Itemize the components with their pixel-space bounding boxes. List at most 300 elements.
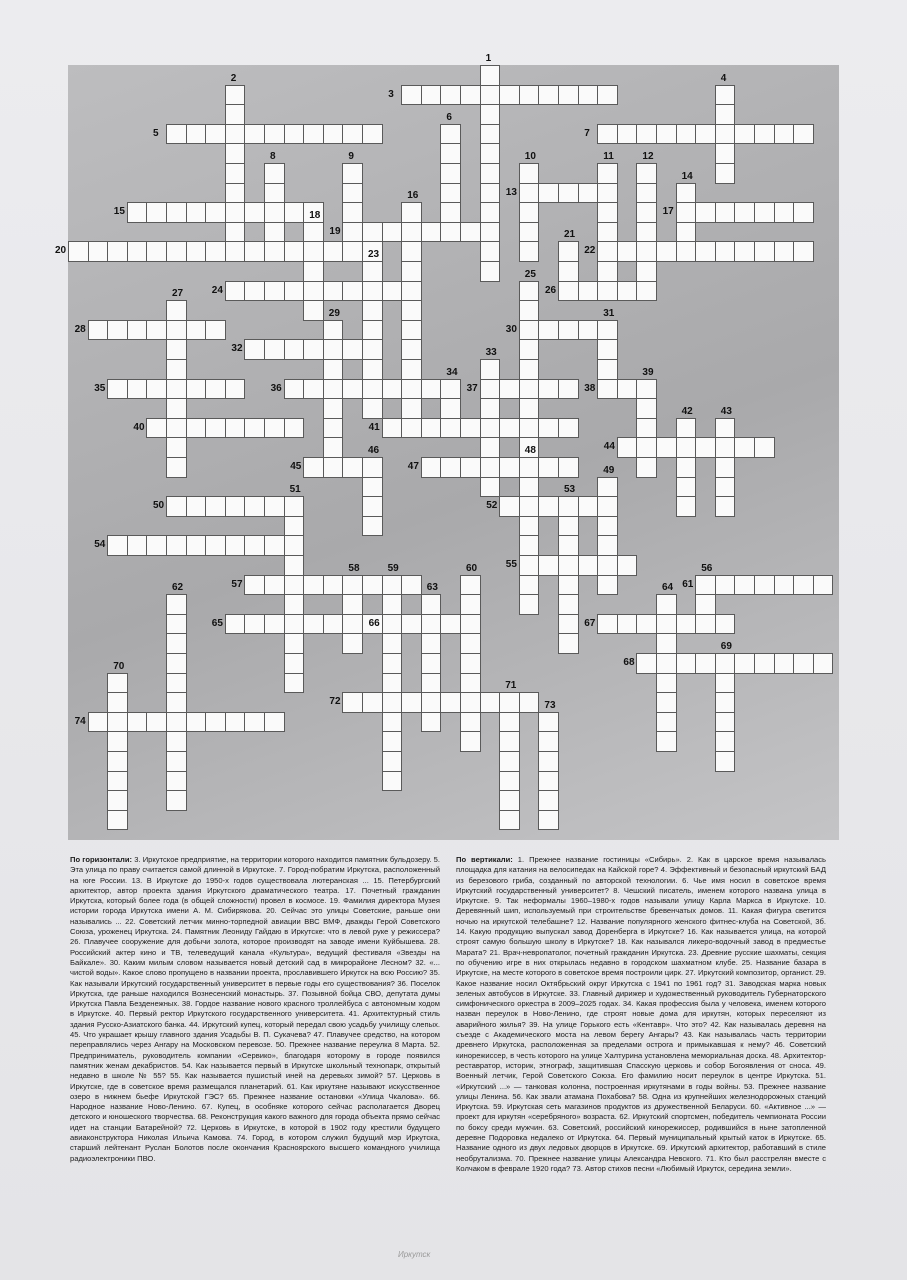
grid-cell[interactable] [225, 124, 246, 145]
grid-cell[interactable] [264, 241, 285, 262]
grid-cell[interactable] [558, 281, 579, 302]
grid-cell[interactable] [107, 810, 128, 831]
grid-cell[interactable] [382, 771, 403, 792]
grid-cell[interactable] [225, 104, 246, 125]
grid-cell[interactable] [186, 124, 207, 145]
grid-cell[interactable] [754, 124, 775, 145]
grid-cell[interactable] [460, 457, 481, 478]
grid-cell[interactable] [519, 555, 540, 576]
grid-cell[interactable] [538, 751, 559, 772]
grid-cell[interactable] [597, 124, 618, 145]
grid-cell[interactable] [205, 202, 226, 223]
grid-cell[interactable] [284, 575, 305, 596]
grid-cell[interactable] [715, 202, 736, 223]
grid-cell[interactable] [244, 535, 265, 556]
grid-cell[interactable] [676, 653, 697, 674]
grid-cell[interactable] [440, 379, 461, 400]
grid-cell[interactable] [342, 202, 363, 223]
grid-cell[interactable] [166, 673, 187, 694]
grid-cell[interactable] [421, 633, 442, 654]
grid-cell[interactable] [284, 339, 305, 360]
grid-cell[interactable] [323, 575, 344, 596]
grid-cell[interactable] [558, 379, 579, 400]
grid-cell[interactable] [499, 771, 520, 792]
grid-cell[interactable] [480, 477, 501, 498]
grid-cell[interactable] [499, 712, 520, 733]
grid-cell[interactable] [578, 281, 599, 302]
grid-cell[interactable] [107, 241, 128, 262]
grid-cell[interactable] [460, 594, 481, 615]
grid-cell[interactable] [715, 163, 736, 184]
grid-cell[interactable] [225, 418, 246, 439]
grid-cell[interactable] [323, 437, 344, 458]
grid-cell[interactable] [793, 653, 814, 674]
grid-cell[interactable] [734, 241, 755, 262]
grid-cell[interactable] [754, 437, 775, 458]
grid-cell[interactable] [597, 614, 618, 635]
grid-cell[interactable] [421, 673, 442, 694]
grid-cell[interactable] [244, 339, 265, 360]
grid-cell[interactable] [578, 496, 599, 517]
grid-cell[interactable] [558, 575, 579, 596]
grid-cell[interactable] [695, 575, 716, 596]
grid-cell[interactable] [166, 614, 187, 635]
grid-cell[interactable] [166, 300, 187, 321]
grid-cell[interactable] [636, 398, 657, 419]
grid-cell[interactable] [734, 653, 755, 674]
grid-cell[interactable] [636, 379, 657, 400]
grid-cell[interactable] [558, 418, 579, 439]
grid-cell[interactable] [519, 692, 540, 713]
grid-cell[interactable] [519, 359, 540, 380]
grid-cell[interactable] [617, 437, 638, 458]
grid-cell[interactable] [480, 163, 501, 184]
grid-cell[interactable] [676, 437, 697, 458]
grid-cell[interactable] [205, 379, 226, 400]
grid-cell[interactable] [499, 85, 520, 106]
grid-cell[interactable] [323, 339, 344, 360]
grid-cell[interactable] [558, 261, 579, 282]
grid-cell[interactable] [166, 653, 187, 674]
grid-cell[interactable] [676, 222, 697, 243]
grid-cell[interactable] [754, 241, 775, 262]
grid-cell[interactable] [715, 496, 736, 517]
grid-cell[interactable] [303, 457, 324, 478]
grid-cell[interactable] [519, 575, 540, 596]
grid-cell[interactable] [597, 202, 618, 223]
grid-cell[interactable] [538, 320, 559, 341]
grid-cell[interactable] [558, 320, 579, 341]
grid-cell[interactable] [597, 516, 618, 537]
grid-cell[interactable] [382, 281, 403, 302]
grid-cell[interactable] [480, 183, 501, 204]
grid-cell[interactable] [362, 457, 383, 478]
grid-cell[interactable] [421, 222, 442, 243]
grid-cell[interactable] [323, 281, 344, 302]
grid-cell[interactable] [362, 339, 383, 360]
grid-cell[interactable] [401, 241, 422, 262]
grid-cell[interactable] [225, 143, 246, 164]
grid-cell[interactable] [323, 614, 344, 635]
grid-cell[interactable] [401, 85, 422, 106]
grid-cell[interactable] [538, 731, 559, 752]
grid-cell[interactable] [440, 418, 461, 439]
grid-cell[interactable] [362, 516, 383, 537]
grid-cell[interactable] [538, 790, 559, 811]
grid-cell[interactable] [342, 163, 363, 184]
grid-cell[interactable] [480, 124, 501, 145]
grid-cell[interactable] [676, 496, 697, 517]
grid-cell[interactable] [166, 535, 187, 556]
grid-cell[interactable] [88, 320, 109, 341]
grid-cell[interactable] [401, 418, 422, 439]
grid-cell[interactable] [166, 790, 187, 811]
grid-cell[interactable] [499, 692, 520, 713]
grid-cell[interactable] [186, 202, 207, 223]
grid-cell[interactable] [225, 379, 246, 400]
grid-cell[interactable] [166, 379, 187, 400]
grid-cell[interactable] [382, 379, 403, 400]
grid-cell[interactable] [460, 575, 481, 596]
grid-cell[interactable] [499, 751, 520, 772]
grid-cell[interactable] [225, 496, 246, 517]
grid-cell[interactable] [362, 575, 383, 596]
grid-cell[interactable] [382, 692, 403, 713]
grid-cell[interactable] [715, 653, 736, 674]
grid-cell[interactable] [499, 731, 520, 752]
grid-cell[interactable] [244, 496, 265, 517]
grid-cell[interactable] [225, 614, 246, 635]
grid-cell[interactable] [264, 575, 285, 596]
grid-cell[interactable] [166, 771, 187, 792]
grid-cell[interactable] [342, 575, 363, 596]
grid-cell[interactable] [401, 692, 422, 713]
grid-cell[interactable] [480, 241, 501, 262]
grid-cell[interactable] [656, 653, 677, 674]
grid-cell[interactable] [421, 614, 442, 635]
grid-cell[interactable] [519, 496, 540, 517]
grid-cell[interactable] [656, 241, 677, 262]
grid-cell[interactable] [617, 241, 638, 262]
grid-cell[interactable] [284, 241, 305, 262]
grid-cell[interactable] [460, 85, 481, 106]
grid-cell[interactable] [166, 731, 187, 752]
grid-cell[interactable] [225, 535, 246, 556]
grid-cell[interactable] [636, 183, 657, 204]
grid-cell[interactable] [186, 712, 207, 733]
grid-cell[interactable] [303, 300, 324, 321]
grid-cell[interactable] [146, 535, 167, 556]
grid-cell[interactable] [166, 437, 187, 458]
grid-cell[interactable] [362, 222, 383, 243]
grid-cell[interactable] [284, 281, 305, 302]
grid-cell[interactable] [421, 594, 442, 615]
grid-cell[interactable] [617, 614, 638, 635]
grid-cell[interactable] [107, 673, 128, 694]
grid-cell[interactable] [617, 281, 638, 302]
grid-cell[interactable] [362, 477, 383, 498]
grid-cell[interactable] [146, 418, 167, 439]
grid-cell[interactable] [362, 320, 383, 341]
grid-cell[interactable] [264, 124, 285, 145]
grid-cell[interactable] [558, 614, 579, 635]
grid-cell[interactable] [715, 477, 736, 498]
grid-cell[interactable] [323, 320, 344, 341]
grid-cell[interactable] [480, 398, 501, 419]
grid-cell[interactable] [636, 241, 657, 262]
grid-cell[interactable] [284, 379, 305, 400]
grid-cell[interactable] [284, 418, 305, 439]
grid-cell[interactable] [656, 633, 677, 654]
grid-cell[interactable] [382, 418, 403, 439]
grid-cell[interactable] [284, 614, 305, 635]
grid-cell[interactable] [519, 163, 540, 184]
grid-cell[interactable] [578, 320, 599, 341]
grid-cell[interactable] [186, 496, 207, 517]
grid-cell[interactable] [146, 379, 167, 400]
grid-cell[interactable] [656, 692, 677, 713]
grid-cell[interactable] [440, 614, 461, 635]
grid-cell[interactable] [323, 124, 344, 145]
grid-cell[interactable] [225, 202, 246, 223]
grid-cell[interactable] [166, 124, 187, 145]
grid-cell[interactable] [401, 300, 422, 321]
grid-cell[interactable] [186, 535, 207, 556]
grid-cell[interactable] [107, 790, 128, 811]
grid-cell[interactable] [264, 496, 285, 517]
grid-cell[interactable] [342, 183, 363, 204]
grid-cell[interactable] [284, 202, 305, 223]
grid-cell[interactable] [186, 418, 207, 439]
grid-cell[interactable] [480, 359, 501, 380]
grid-cell[interactable] [636, 418, 657, 439]
grid-cell[interactable] [656, 731, 677, 752]
grid-cell[interactable] [519, 202, 540, 223]
grid-cell[interactable] [715, 457, 736, 478]
grid-cell[interactable] [382, 653, 403, 674]
grid-cell[interactable] [460, 692, 481, 713]
grid-cell[interactable] [636, 614, 657, 635]
grid-cell[interactable] [401, 202, 422, 223]
grid-cell[interactable] [225, 241, 246, 262]
grid-cell[interactable] [362, 300, 383, 321]
grid-cell[interactable] [499, 810, 520, 831]
grid-cell[interactable] [401, 261, 422, 282]
grid-cell[interactable] [88, 241, 109, 262]
grid-cell[interactable] [695, 241, 716, 262]
grid-cell[interactable] [205, 535, 226, 556]
grid-cell[interactable] [303, 222, 324, 243]
grid-cell[interactable] [205, 712, 226, 733]
grid-cell[interactable] [597, 222, 618, 243]
grid-cell[interactable] [401, 320, 422, 341]
grid-cell[interactable] [107, 535, 128, 556]
grid-cell[interactable] [597, 359, 618, 380]
grid-cell[interactable] [519, 477, 540, 498]
grid-cell[interactable] [695, 437, 716, 458]
grid-cell[interactable] [519, 339, 540, 360]
grid-cell[interactable] [225, 222, 246, 243]
grid-cell[interactable] [166, 751, 187, 772]
grid-cell[interactable] [146, 712, 167, 733]
grid-cell[interactable] [303, 379, 324, 400]
grid-cell[interactable] [480, 85, 501, 106]
grid-cell[interactable] [597, 575, 618, 596]
grid-cell[interactable] [460, 673, 481, 694]
grid-cell[interactable] [734, 575, 755, 596]
grid-cell[interactable] [342, 633, 363, 654]
grid-cell[interactable] [244, 418, 265, 439]
grid-cell[interactable] [382, 614, 403, 635]
grid-cell[interactable] [597, 163, 618, 184]
grid-cell[interactable] [107, 692, 128, 713]
grid-cell[interactable] [499, 379, 520, 400]
grid-cell[interactable] [460, 731, 481, 752]
grid-cell[interactable] [676, 418, 697, 439]
grid-cell[interactable] [440, 183, 461, 204]
grid-cell[interactable] [342, 241, 363, 262]
grid-cell[interactable] [421, 712, 442, 733]
grid-cell[interactable] [519, 418, 540, 439]
grid-cell[interactable] [323, 379, 344, 400]
grid-cell[interactable] [166, 633, 187, 654]
grid-cell[interactable] [440, 124, 461, 145]
grid-cell[interactable] [519, 85, 540, 106]
grid-cell[interactable] [480, 692, 501, 713]
grid-cell[interactable] [244, 575, 265, 596]
grid-cell[interactable] [146, 202, 167, 223]
grid-cell[interactable] [460, 653, 481, 674]
grid-cell[interactable] [519, 300, 540, 321]
grid-cell[interactable] [617, 124, 638, 145]
grid-cell[interactable] [480, 418, 501, 439]
grid-cell[interactable] [303, 339, 324, 360]
grid-cell[interactable] [244, 124, 265, 145]
grid-cell[interactable] [166, 457, 187, 478]
grid-cell[interactable] [166, 320, 187, 341]
grid-cell[interactable] [342, 457, 363, 478]
grid-cell[interactable] [519, 535, 540, 556]
grid-cell[interactable] [597, 379, 618, 400]
grid-cell[interactable] [558, 535, 579, 556]
grid-cell[interactable] [813, 653, 834, 674]
grid-cell[interactable] [166, 712, 187, 733]
grid-cell[interactable] [225, 163, 246, 184]
grid-cell[interactable] [715, 692, 736, 713]
grid-cell[interactable] [538, 457, 559, 478]
grid-cell[interactable] [715, 614, 736, 635]
grid-cell[interactable] [166, 692, 187, 713]
grid-cell[interactable] [636, 124, 657, 145]
grid-cell[interactable] [676, 124, 697, 145]
grid-cell[interactable] [362, 398, 383, 419]
grid-cell[interactable] [205, 320, 226, 341]
grid-cell[interactable] [244, 202, 265, 223]
grid-cell[interactable] [382, 731, 403, 752]
grid-cell[interactable] [342, 281, 363, 302]
grid-cell[interactable] [401, 575, 422, 596]
grid-cell[interactable] [401, 339, 422, 360]
grid-cell[interactable] [793, 241, 814, 262]
grid-cell[interactable] [440, 143, 461, 164]
grid-cell[interactable] [754, 653, 775, 674]
grid-cell[interactable] [284, 555, 305, 576]
grid-cell[interactable] [460, 222, 481, 243]
grid-cell[interactable] [480, 437, 501, 458]
grid-cell[interactable] [127, 712, 148, 733]
grid-cell[interactable] [480, 202, 501, 223]
grid-cell[interactable] [734, 124, 755, 145]
grid-cell[interactable] [264, 163, 285, 184]
grid-cell[interactable] [617, 555, 638, 576]
grid-cell[interactable] [578, 183, 599, 204]
grid-cell[interactable] [480, 457, 501, 478]
grid-cell[interactable] [538, 555, 559, 576]
grid-cell[interactable] [107, 712, 128, 733]
grid-cell[interactable] [715, 751, 736, 772]
grid-cell[interactable] [284, 496, 305, 517]
grid-cell[interactable] [284, 653, 305, 674]
grid-cell[interactable] [244, 281, 265, 302]
grid-cell[interactable] [401, 379, 422, 400]
grid-cell[interactable] [597, 183, 618, 204]
grid-cell[interactable] [538, 771, 559, 792]
grid-cell[interactable] [382, 633, 403, 654]
grid-cell[interactable] [342, 222, 363, 243]
grid-cell[interactable] [127, 379, 148, 400]
grid-cell[interactable] [715, 575, 736, 596]
grid-cell[interactable] [205, 241, 226, 262]
grid-cell[interactable] [460, 614, 481, 635]
grid-cell[interactable] [225, 85, 246, 106]
grid-cell[interactable] [656, 673, 677, 694]
grid-cell[interactable] [558, 555, 579, 576]
grid-cell[interactable] [68, 241, 89, 262]
grid-cell[interactable] [676, 614, 697, 635]
grid-cell[interactable] [284, 124, 305, 145]
grid-cell[interactable] [382, 673, 403, 694]
grid-cell[interactable] [774, 202, 795, 223]
grid-cell[interactable] [558, 183, 579, 204]
grid-cell[interactable] [107, 731, 128, 752]
grid-cell[interactable] [499, 457, 520, 478]
grid-cell[interactable] [538, 418, 559, 439]
grid-cell[interactable] [793, 202, 814, 223]
grid-cell[interactable] [264, 614, 285, 635]
grid-cell[interactable] [519, 183, 540, 204]
grid-cell[interactable] [421, 653, 442, 674]
grid-cell[interactable] [264, 339, 285, 360]
grid-cell[interactable] [440, 202, 461, 223]
grid-cell[interactable] [323, 418, 344, 439]
grid-cell[interactable] [440, 398, 461, 419]
grid-cell[interactable] [264, 183, 285, 204]
grid-cell[interactable] [597, 535, 618, 556]
grid-cell[interactable] [558, 496, 579, 517]
grid-cell[interactable] [656, 712, 677, 733]
grid-cell[interactable] [519, 516, 540, 537]
grid-cell[interactable] [401, 398, 422, 419]
grid-cell[interactable] [342, 339, 363, 360]
grid-cell[interactable] [715, 731, 736, 752]
grid-cell[interactable] [636, 163, 657, 184]
grid-cell[interactable] [519, 320, 540, 341]
grid-cell[interactable] [460, 712, 481, 733]
grid-cell[interactable] [793, 575, 814, 596]
grid-cell[interactable] [284, 535, 305, 556]
grid-cell[interactable] [636, 437, 657, 458]
grid-cell[interactable] [499, 496, 520, 517]
